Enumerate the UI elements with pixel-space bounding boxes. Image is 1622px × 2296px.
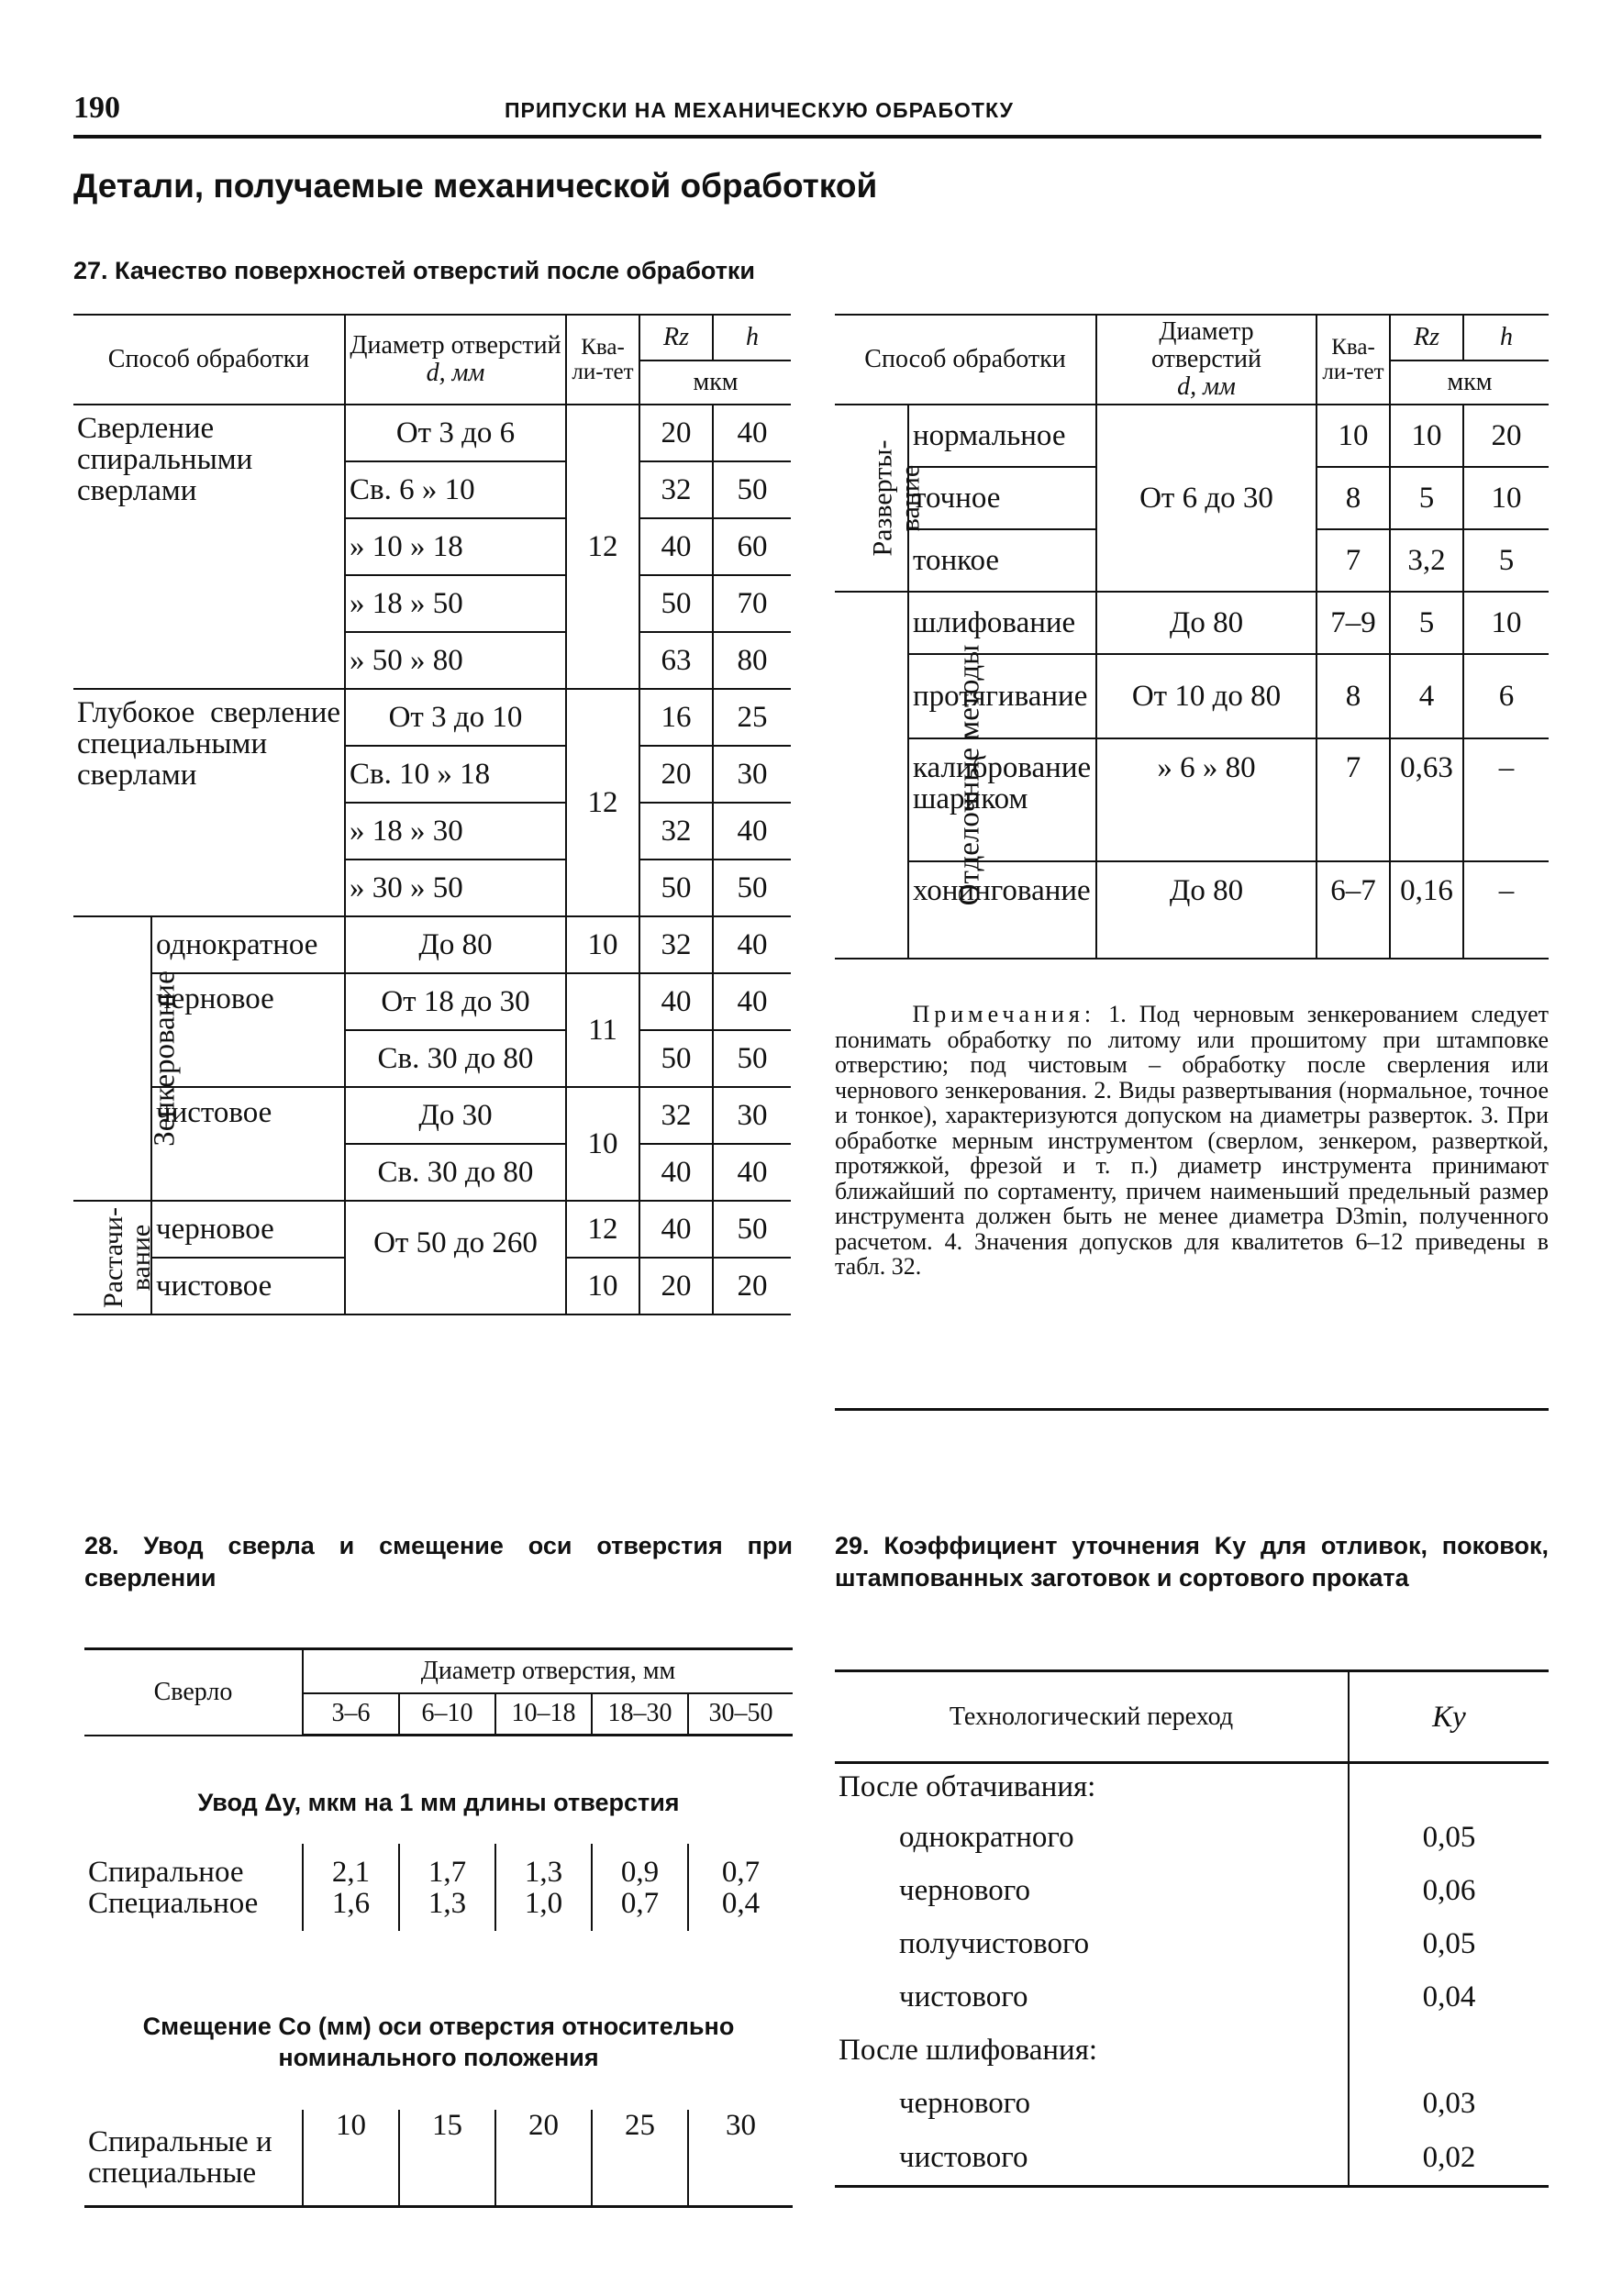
finishing-group: Отделочные методы (835, 592, 908, 959)
grade-cell: 11 (566, 973, 639, 1087)
h-cell: 10 (1463, 467, 1549, 529)
table27-notes (835, 1002, 1549, 1280)
table28-title: 28. Увод сверла и смещение оси отверстия при сверлении (84, 1532, 793, 1592)
rz-cell: 40 (639, 1144, 713, 1201)
rz-cell: 50 (639, 860, 713, 916)
header-hole-diameter: Диаметр отверстия, мм (303, 1649, 793, 1693)
d-cell: До 80 (1096, 861, 1316, 959)
range-cell: 30–50 (688, 1693, 793, 1736)
rz-cell: 20 (639, 405, 713, 461)
d-cell: » 18 » 50 (345, 575, 566, 632)
reaming-sub: точное (908, 467, 1096, 529)
rz-cell: 32 (639, 803, 713, 860)
header-drill: Сверло (84, 1649, 303, 1736)
table28-offset (84, 2110, 793, 2208)
rz-cell: 10 (1390, 405, 1463, 467)
range-cell: 3–6 (303, 1693, 399, 1736)
header-method: Способ обработки (73, 315, 345, 405)
drift-values: 0,9 0,7 (592, 1844, 688, 1931)
deep-drilling-label: Глубокое сверление специальными сверлами (73, 689, 345, 916)
running-head (73, 87, 1541, 139)
header-unit: мкм (1390, 360, 1549, 405)
grade-cell: 10 (566, 916, 639, 973)
section-title: Детали, получаемые механической обработкой (73, 167, 878, 205)
countersink-sub: однократное (151, 916, 345, 973)
rz-cell: 32 (639, 1087, 713, 1144)
boring-d: От 50 до 260 (345, 1201, 566, 1314)
transition-row: чернового (835, 2077, 1349, 2130)
finishing-sub: хонингование (908, 861, 1096, 959)
grade-cell: 8 (1316, 654, 1390, 738)
notes-text: 1. Под черновым зенкерованием следует понимать обработку по литому или прошитому при штамповке отверстию; под чистовым – обработку после сверления или чернового зенкерования. 2. Виды развертывания (нормальное, точное и тонкое), характеризуются допуском на диаметры разверток. 3. При обработке мерным инструментом (сверлом, зенкером, разверткой, протяжкой, фрезой и т. п.) диаметр инструмента принимают ближайший по сортаменту, причем наименьший предельный размер инструмента должен быть не менее диаметра D3min, полученного расчетом. 4. Значения допусков для квалитетов 6–12 приведены в табл. 32. (835, 1001, 1550, 1280)
group-label: После обтачивания: (835, 1763, 1349, 1811)
reaming-d: От 6 до 30 (1096, 405, 1316, 592)
rz-cell: 3,2 (1390, 529, 1463, 592)
grade-cell: 10 (566, 1258, 639, 1314)
rz-cell: 16 (639, 689, 713, 746)
drift-names: Спиральное Специальное (84, 1844, 303, 1931)
notes-label: Примечания: (912, 1001, 1096, 1027)
d-cell: » 6 » 80 (1096, 738, 1316, 861)
header-method: Способ обработки (835, 315, 1096, 405)
grade-cell: 10 (566, 1087, 639, 1201)
h-cell: 40 (713, 1144, 791, 1201)
table28-drift (84, 1844, 793, 1931)
rz-cell: 4 (1390, 654, 1463, 738)
d-cell: От 3 до 10 (345, 689, 566, 746)
rz-cell: 20 (639, 1258, 713, 1314)
running-title: ПРИПУСКИ НА МЕХАНИЧЕСКУЮ ОБРАБОТКУ (505, 98, 1014, 122)
drilling-label: Сверление спиральными сверлами (73, 405, 345, 689)
d-cell: » 18 » 30 (345, 803, 566, 860)
rz-cell: 40 (639, 1201, 713, 1258)
h-cell: – (1463, 738, 1549, 861)
d-cell: Св. 30 до 80 (345, 1030, 566, 1087)
grade-cell: 7 (1316, 529, 1390, 592)
header-unit: мкм (639, 360, 791, 405)
page-number: 190 (73, 91, 120, 125)
table29-title: 29. Коэффициент уточнения Ky для отливок, поковок, штампованных заготовок и сортового проката (835, 1532, 1549, 1592)
countersink-group: Зенкерование (73, 916, 151, 1201)
boring-group: Растачи- вание (73, 1201, 151, 1314)
rz-cell: 50 (639, 1030, 713, 1087)
transition-row: получистового (835, 1917, 1349, 1970)
d-cell: От 3 до 6 (345, 405, 566, 461)
header-grade: Ква-ли-тет (1316, 315, 1390, 405)
table27-title: 27. Качество поверхностей отверстий после обработки (73, 257, 756, 284)
rz-cell: 40 (639, 518, 713, 575)
d-cell: От 18 до 30 (345, 973, 566, 1030)
drift-values: 1,7 1,3 (399, 1844, 495, 1931)
h-cell: 5 (1463, 529, 1549, 592)
offset-value: 30 (688, 2110, 793, 2206)
drift-values: 0,7 0,4 (688, 1844, 793, 1931)
grade-cell: 7–9 (1316, 592, 1390, 654)
reaming-sub: тонкое (908, 529, 1096, 592)
drilling-grade: 12 (566, 405, 639, 689)
rz-cell: 32 (639, 916, 713, 973)
finishing-sub: протягивание (908, 654, 1096, 738)
k-cell: 0,05 (1349, 1811, 1549, 1864)
d-cell: От 10 до 80 (1096, 654, 1316, 738)
header-rz: Rz (1390, 315, 1463, 360)
table29 (835, 1669, 1549, 2188)
rz-cell: 5 (1390, 592, 1463, 654)
rz-cell: 63 (639, 632, 713, 689)
grade-cell: 10 (1316, 405, 1390, 467)
header-transition: Технологический переход (835, 1671, 1349, 1763)
table27-left (73, 314, 791, 1315)
h-cell: 50 (713, 1201, 791, 1258)
header-grade: Ква-ли-тет (566, 315, 639, 405)
drift-subtitle: Увод Δy, мкм на 1 мм длины отверстия (197, 1789, 680, 1816)
transition-row: чистового (835, 1970, 1349, 2024)
h-cell: 50 (713, 461, 791, 518)
header-h: h (1463, 315, 1549, 360)
range-cell: 10–18 (495, 1693, 592, 1736)
offset-subtitle: Смещение Cо (мм) оси отверстия относительно номинального положения (142, 2013, 735, 2071)
h-cell: 20 (1463, 405, 1549, 467)
boring-sub: черновое (151, 1201, 345, 1258)
d-cell: Св. 30 до 80 (345, 1144, 566, 1201)
h-cell: 80 (713, 632, 791, 689)
k-cell: 0,03 (1349, 2077, 1549, 2130)
offset-value: 10 (303, 2110, 399, 2206)
finishing-sub: шлифование (908, 592, 1096, 654)
k-cell: 0,06 (1349, 1864, 1549, 1917)
table28-header (84, 1647, 793, 1736)
d-cell: Св. 6 » 10 (345, 461, 566, 518)
transition-row: чистового (835, 2130, 1349, 2187)
offset-name: Спиральные и специальные (84, 2110, 303, 2206)
range-cell: 6–10 (399, 1693, 495, 1736)
table27-right (835, 314, 1549, 959)
rz-cell: 20 (639, 746, 713, 803)
h-cell: 40 (713, 405, 791, 461)
offset-value: 15 (399, 2110, 495, 2206)
h-cell: – (1463, 861, 1549, 959)
d-cell: До 30 (345, 1087, 566, 1144)
group-label: После шлифования: (835, 2024, 1349, 2077)
rz-cell: 0,63 (1390, 738, 1463, 861)
reaming-sub: нормальное (908, 405, 1096, 467)
h-cell: 30 (713, 1087, 791, 1144)
deep-grade: 12 (566, 689, 639, 916)
drift-values: 1,3 1,0 (495, 1844, 592, 1931)
reaming-group: Разверты- вание (835, 405, 908, 592)
rz-cell: 32 (639, 461, 713, 518)
h-cell: 6 (1463, 654, 1549, 738)
rz-cell: 0,16 (1390, 861, 1463, 959)
h-cell: 30 (713, 746, 791, 803)
h-cell: 20 (713, 1258, 791, 1314)
k-cell: 0,04 (1349, 1970, 1549, 2024)
notes-bottom-rule (835, 1408, 1549, 1411)
grade-cell: 8 (1316, 467, 1390, 529)
countersink-sub: черновое (151, 973, 345, 1087)
boring-sub: чистовое (151, 1258, 345, 1314)
k-cell: 0,05 (1349, 1917, 1549, 1970)
header-diameter: Диаметр отверстий d, мм (345, 315, 566, 405)
header-diameter: Диаметр отверстий d, мм (1096, 315, 1316, 405)
d-cell: » 50 » 80 (345, 632, 566, 689)
h-cell: 70 (713, 575, 791, 632)
h-cell: 60 (713, 518, 791, 575)
d-cell: » 10 » 18 (345, 518, 566, 575)
range-cell: 18–30 (592, 1693, 688, 1736)
h-cell: 10 (1463, 592, 1549, 654)
h-cell: 40 (713, 973, 791, 1030)
h-cell: 50 (713, 1030, 791, 1087)
offset-value: 20 (495, 2110, 592, 2206)
grade-cell: 7 (1316, 738, 1390, 861)
h-cell: 50 (713, 860, 791, 916)
finishing-sub: калибрование шариком (908, 738, 1096, 861)
d-cell: До 80 (345, 916, 566, 973)
rz-cell: 40 (639, 973, 713, 1030)
d-cell: До 80 (1096, 592, 1316, 654)
transition-row: чернового (835, 1864, 1349, 1917)
header-rz: Rz (639, 315, 713, 360)
d-cell: » 30 » 50 (345, 860, 566, 916)
header-h: h (713, 315, 791, 360)
grade-cell: 6–7 (1316, 861, 1390, 959)
k-cell (1349, 2024, 1549, 2077)
rz-cell: 5 (1390, 467, 1463, 529)
k-cell: 0,02 (1349, 2130, 1549, 2187)
h-cell: 25 (713, 689, 791, 746)
d-cell: Св. 10 » 18 (345, 746, 566, 803)
grade-cell: 12 (566, 1201, 639, 1258)
drift-values: 2,1 1,6 (303, 1844, 399, 1931)
transition-row: однократного (835, 1811, 1349, 1864)
k-cell (1349, 1763, 1549, 1811)
offset-value: 25 (592, 2110, 688, 2206)
h-cell: 40 (713, 803, 791, 860)
rz-cell: 50 (639, 575, 713, 632)
h-cell: 40 (713, 916, 791, 973)
header-k: Ky (1349, 1671, 1549, 1763)
countersink-sub: чистовое (151, 1087, 345, 1201)
